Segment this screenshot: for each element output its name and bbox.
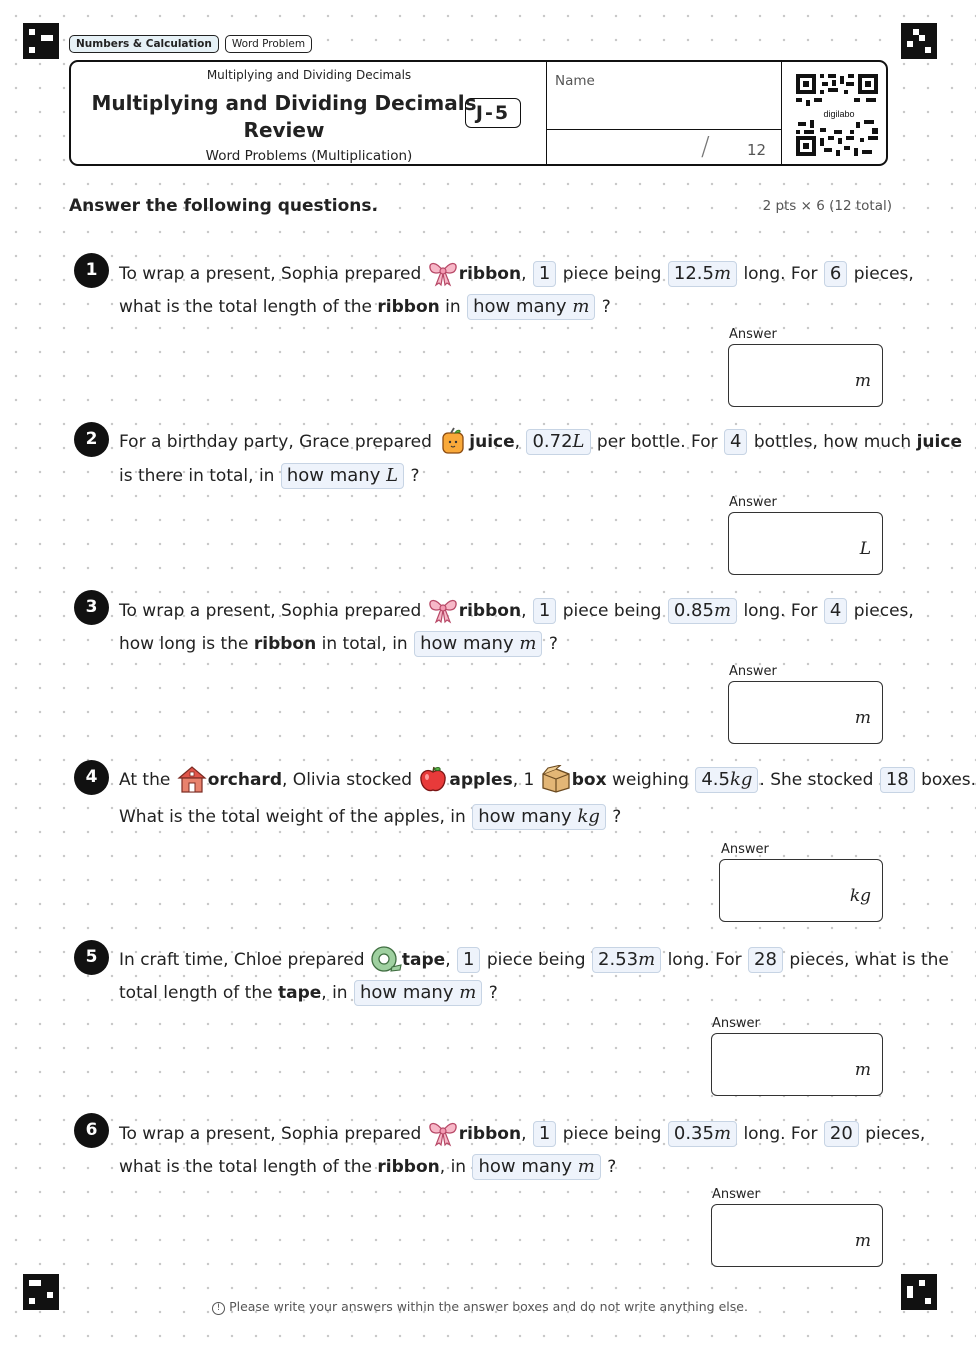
quantity-box: 6 (824, 261, 847, 287)
count-box: 1 (533, 261, 556, 287)
question-text-line: what is the total length of the ribbon, in how many m ? (119, 1154, 616, 1180)
tag-category: Numbers & Calculation (69, 35, 219, 53)
answer-unit: m (854, 371, 871, 391)
question-text-line: What is the total weight of the apples, in how many kg ? (119, 804, 621, 830)
value-box: 0.85m (668, 598, 737, 624)
question-number: 1 (74, 253, 109, 288)
answer-box-3[interactable] (728, 681, 883, 744)
divider (546, 129, 781, 130)
quantity-box: 4 (824, 598, 847, 624)
question-text-line: In craft time, Chloe prepared tape, 1 piece being 2.53m long. For 28 pieces, what is the (119, 945, 949, 973)
footer-text: Please write your answers within the answer boxes and do not write anything else. (229, 1299, 748, 1314)
worksheet-code: J-5 (465, 98, 521, 128)
qr-code-icon (794, 72, 880, 158)
value-box: 12.5m (668, 261, 737, 287)
question-text-line: To wrap a present, Sophia prepared ribbon, 1 piece being 0.85m long. For 4 pieces, (119, 596, 914, 624)
answer-box-5[interactable] (711, 1033, 883, 1096)
answer-label: Answer (729, 664, 777, 679)
answer-box-4[interactable] (719, 859, 883, 922)
question-number: 5 (74, 940, 109, 975)
corner-marker-top-left (23, 23, 59, 59)
answer-box-1[interactable] (728, 344, 883, 407)
qr-brand-text: digilabo (823, 109, 855, 119)
ask-box: how many kg (472, 804, 606, 830)
answer-unit: m (854, 1231, 871, 1251)
answer-box-2[interactable] (728, 512, 883, 575)
value-box: 0.35m (668, 1121, 737, 1147)
name-label: Name (555, 73, 595, 89)
question-text-line: For a birthday party, Grace prepared juice, 0.72L per bottle. For 4 bottles, how much juice (119, 427, 962, 455)
ask-box: how many L (281, 463, 404, 489)
answer-unit: m (854, 1060, 871, 1080)
worksheet-header (69, 60, 888, 166)
quantity-box: 4 (724, 429, 747, 455)
quantity-box: 18 (880, 767, 915, 793)
ask-box: how many m (354, 980, 482, 1006)
answer-label: Answer (729, 327, 777, 342)
answer-unit: m (854, 708, 871, 728)
tape-icon (370, 945, 402, 973)
juice-icon (437, 427, 469, 455)
count-box: 1 (457, 947, 480, 973)
value-box: 2.53m (592, 947, 661, 973)
score-total: 12 (747, 141, 767, 159)
question-text-line: total length of the tape, in how many m ? (119, 980, 498, 1006)
orchard-house-icon (176, 765, 208, 793)
ribbon-icon (427, 596, 459, 624)
points-info: 2 pts × 6 (12 total) (762, 198, 892, 214)
header-subtitle: Multiplying and Dividing Decimals (206, 68, 412, 82)
box-icon (540, 765, 572, 793)
question-text-line: To wrap a present, Sophia prepared ribbon, 1 piece being 0.35m long. For 20 pieces, (119, 1119, 925, 1147)
quantity-box: 20 (824, 1121, 859, 1147)
answer-box-6[interactable] (711, 1204, 883, 1267)
info-icon: ! (212, 1302, 225, 1315)
question-text-line: is there in total, in how many L ? (119, 463, 419, 489)
ribbon-icon (427, 259, 459, 287)
ask-box: how many m (467, 294, 595, 320)
answer-label: Answer (721, 842, 769, 857)
question-number: 3 (74, 590, 109, 625)
ask-box: how many m (414, 631, 542, 657)
divider (781, 62, 782, 164)
answer-label: Answer (729, 495, 777, 510)
footer-note (0, 1299, 960, 1315)
question-text-line: how long is the ribbon in total, in how many m ? (119, 631, 558, 657)
quantity-box: 28 (748, 947, 783, 973)
score-slash: / (701, 132, 710, 162)
ribbon-icon (427, 1119, 459, 1147)
page-title: Multiplying and Dividing Decimals Review (91, 91, 477, 142)
instructions: Answer the following questions. (69, 196, 378, 216)
count-box: 1 (533, 1121, 556, 1147)
value-box: 0.72L (526, 429, 590, 455)
count-box: 1 (533, 598, 556, 624)
ask-box: how many m (472, 1154, 600, 1180)
tag-type: Word Problem (225, 35, 312, 53)
corner-marker-top-right (901, 23, 937, 59)
answer-label: Answer (712, 1187, 760, 1202)
apple-icon (417, 765, 449, 793)
header-subtopic: Word Problems (Multiplication) (205, 148, 413, 164)
question-number: 2 (74, 422, 109, 457)
question-number: 6 (74, 1113, 109, 1148)
answer-label: Answer (712, 1016, 760, 1031)
value-box: 4.5kg (695, 767, 758, 793)
question-text-line: what is the total length of the ribbon in how many m ? (119, 294, 611, 320)
answer-unit: L (859, 539, 871, 559)
divider (546, 62, 547, 164)
question-number: 4 (74, 760, 109, 795)
answer-unit: kg (849, 886, 871, 906)
question-text-line: At the orchard, Olivia stocked apples, 1 box weighing 4.5kg . She stocked 18 boxes. (119, 765, 976, 793)
question-text-line: To wrap a present, Sophia prepared ribbon, 1 piece being 12.5m long. For 6 pieces, (119, 259, 914, 287)
topic-tags (69, 35, 312, 53)
